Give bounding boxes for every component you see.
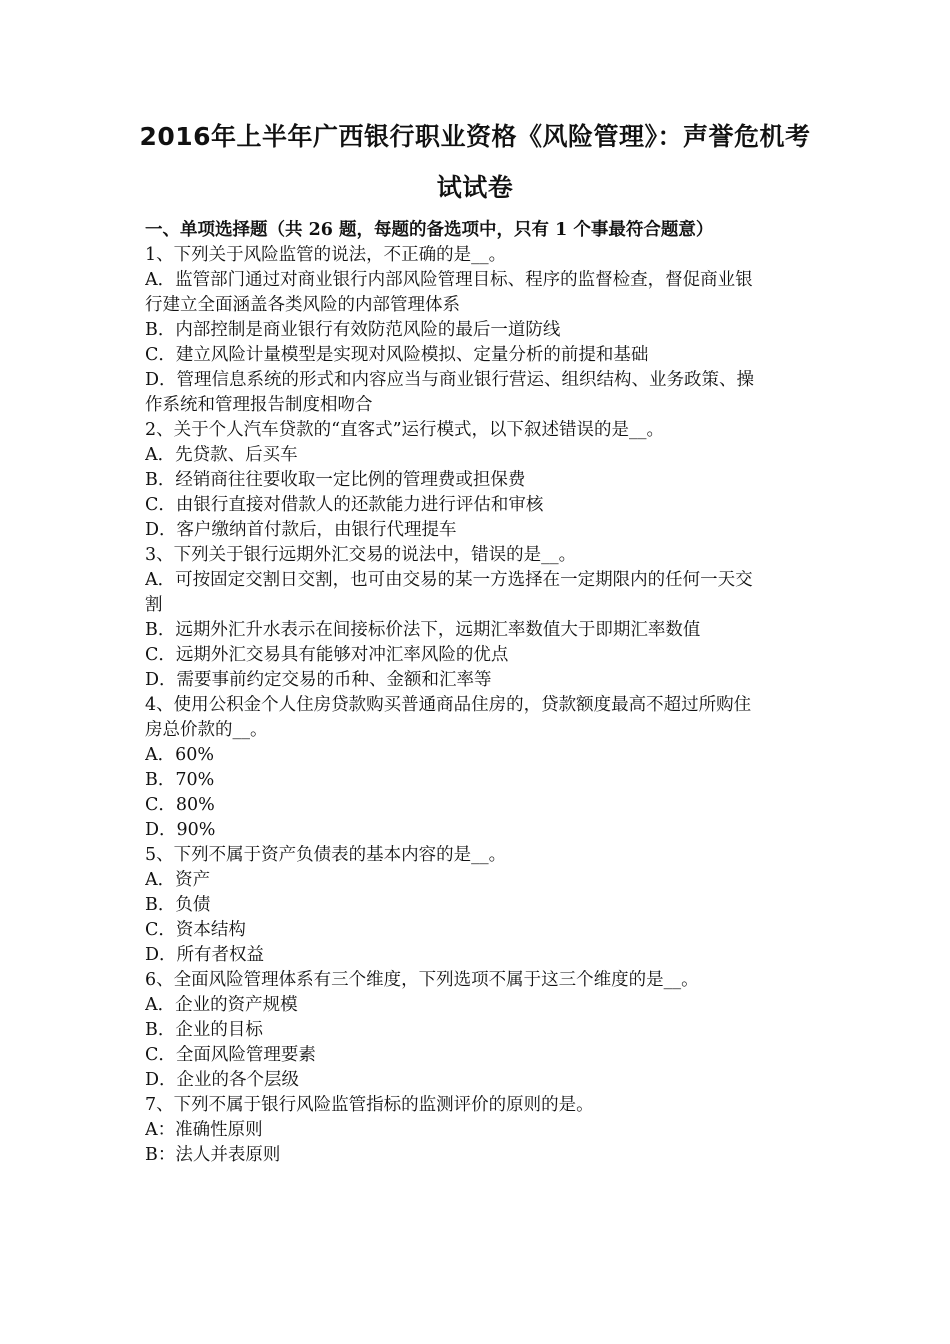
document-body xyxy=(145,218,815,1168)
text-line: 2、关于个人汽车贷款的“直客式”运行模式，以下叙述错误的是__。 xyxy=(145,420,665,440)
text-line: 作系统和管理报告制度相吻合 xyxy=(145,395,373,415)
text-line: 房总价款的__。 xyxy=(145,720,268,740)
text-line: A：准确性原则 xyxy=(145,1120,263,1140)
text-line: D．客户缴纳首付款后，由银行代理提车 xyxy=(145,520,457,540)
text-line: D．90% xyxy=(145,820,216,840)
text-line: B．负债 xyxy=(145,895,211,915)
text-line: D．企业的各个层级 xyxy=(145,1070,300,1090)
document-title-line-1: 2016年上半年广西银行职业资格《风险管理》：声誉危机考 xyxy=(139,122,811,151)
text-line: D．管理信息系统的形式和内容应当与商业银行营运、组织结构、业务政策、操 xyxy=(145,370,755,390)
text-line: 7、下列不属于银行风险监管指标的监测评价的原则的是。 xyxy=(145,1095,594,1115)
text-line: A．监管部门通过对商业银行内部风险管理目标、程序的监督检查，督促商业银 xyxy=(145,270,753,290)
text-line: C．80% xyxy=(145,795,215,815)
text-line: B．70% xyxy=(145,770,215,790)
text-line: C．资本结构 xyxy=(145,920,246,940)
text-line: C．建立风险计量模型是实现对风险模拟、定量分析的前提和基础 xyxy=(145,345,649,365)
text-line: B：法人并表原则 xyxy=(145,1145,281,1165)
text-line: B．远期外汇升水表示在间接标价法下，远期汇率数值大于即期汇率数值 xyxy=(145,620,701,640)
text-line: A．60% xyxy=(145,745,215,765)
text-line: 1、下列关于风险监管的说法，不正确的是__。 xyxy=(145,245,507,265)
text-line: C．全面风险管理要素 xyxy=(145,1045,316,1065)
text-line: A．资产 xyxy=(145,870,211,890)
text-line: 3、下列关于银行远期外汇交易的说法中，错误的是__。 xyxy=(145,545,577,565)
text-line: D．所有者权益 xyxy=(145,945,265,965)
text-line: 割 xyxy=(145,595,163,615)
text-line: A．企业的资产规模 xyxy=(145,995,298,1015)
text-line: C．远期外汇交易具有能够对冲汇率风险的优点 xyxy=(145,645,509,665)
text-line: 4、使用公积金个人住房贷款购买普通商品住房的，贷款额度最高不超过所购住 xyxy=(145,695,752,715)
text-line: C．由银行直接对借款人的还款能力进行评估和审核 xyxy=(145,495,544,515)
section-heading: 一、单项选择题（共 26 题，每题的备选项中，只有 1 个事最符合题意） xyxy=(145,220,714,240)
text-line: B．经销商往往要收取一定比例的管理费或担保费 xyxy=(145,470,526,490)
text-line: 行建立全面涵盖各类风险的内部管理体系 xyxy=(145,295,460,315)
text-line: B．内部控制是商业银行有效防范风险的最后一道防线 xyxy=(145,320,561,340)
text-line: D．需要事前约定交易的币种、金额和汇率等 xyxy=(145,670,492,690)
text-line: A．先贷款、后买车 xyxy=(145,445,298,465)
document-title-line-2: 试试卷 xyxy=(436,173,514,202)
text-line: 6、全面风险管理体系有三个维度，下列选项不属于这三个维度的是__。 xyxy=(145,970,699,990)
text-line: A．可按固定交割日交割，也可由交易的某一方选择在一定期限内的任何一天交 xyxy=(145,570,753,590)
text-line: 5、下列不属于资产负债表的基本内容的是__。 xyxy=(145,845,507,865)
text-line: B．企业的目标 xyxy=(145,1020,263,1040)
